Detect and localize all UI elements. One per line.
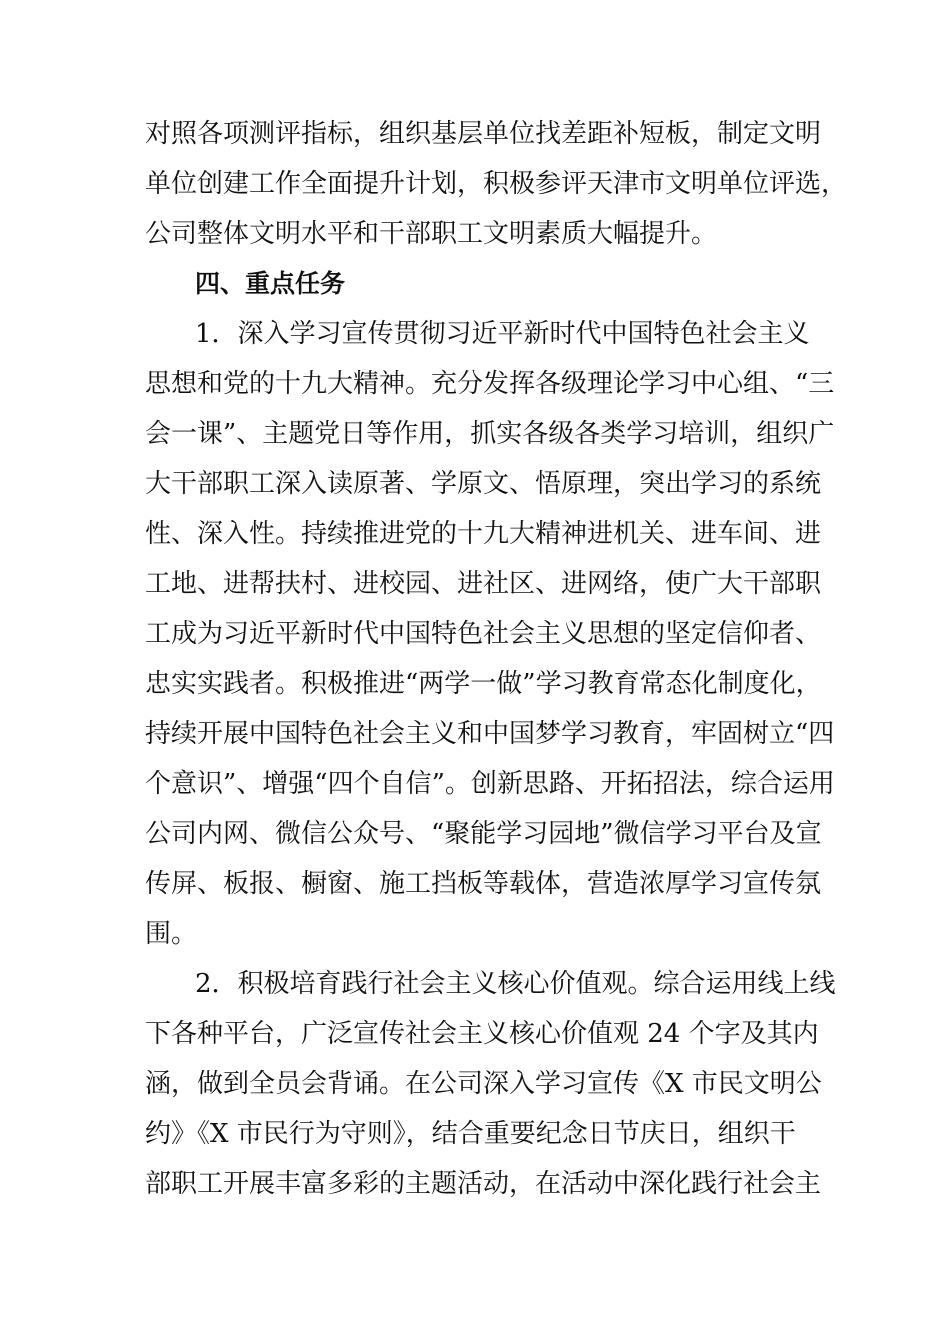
paragraph-line: 公司整体文明水平和干部职工文明素质大幅提升。 [145,219,718,249]
paragraph-line: 性、深入性。持续推进党的十九大精神进机关、进车间、进 [145,519,822,549]
paragraph-line: 大干部职工深入读原著、学原文、悟原理，突出学习的系统 [145,469,822,499]
paragraph-line: 对照各项测评指标，组织基层单位找差距补短板，制定文明 [145,119,822,149]
paragraph-line: 2．积极培育践行社会主义核心价值观。综合运用线上线 [195,969,836,999]
paragraph-line: 忠实实践者。积极推进“两学一做”学习教育常态化制度化， [145,669,822,699]
paragraph-line: 1．深入学习宣传贯彻习近平新时代中国特色社会主义 [195,319,810,349]
paragraph-line: 单位创建工作全面提升计划，积极参评天津市文明单位评选， [145,169,848,199]
paragraph-line: 持续开展中国特色社会主义和中国梦学习教育，牢固树立“四 [145,719,835,749]
section-heading: 四、重点任务 [195,269,346,298]
paragraph-line: 会一课”、主题党日等作用，抓实各级各类学习培训，组织广 [145,419,835,449]
paragraph-line: 部职工开展丰富多彩的主题活动，在活动中深化践行社会主 [145,1169,822,1199]
paragraph-line: 下各种平台，广泛宣传社会主义核心价值观 24 个字及其内 [145,1019,819,1049]
paragraph-line: 约》《X 市民行为守则》，结合重要纪念日节庆日，组织干 [145,1119,796,1149]
paragraph-line: 围。 [145,919,198,949]
paragraph-line: 传屏、板报、橱窗、施工挡板等载体，营造浓厚学习宣传氛 [145,869,822,899]
paragraph-line: 公司内网、微信公众号、“聚能学习园地”微信学习平台及宣 [145,819,822,849]
paragraph-line: 工地、进帮扶村、进校园、进社区、进网络，使广大干部职 [145,569,822,599]
paragraph-line: 工成为习近平新时代中国特色社会主义思想的坚定信仰者、 [145,619,822,649]
paragraph-line: 个意识”、增强“四个自信”。创新思路、开拓招法，综合运用 [145,769,835,799]
paragraph-line: 思想和党的十九大精神。充分发挥各级理论学习中心组、“三 [145,369,835,399]
paragraph-line: 涵，做到全员会背诵。在公司深入学习宣传《X 市民文明公 [145,1069,822,1099]
